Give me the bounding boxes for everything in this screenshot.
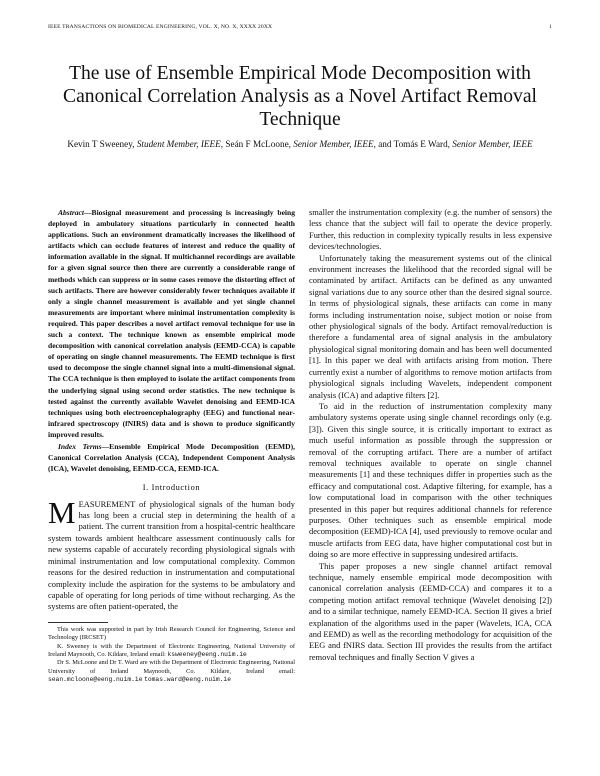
running-head [48, 24, 552, 30]
right-column [309, 207, 552, 663]
page-number: 1 [549, 24, 552, 30]
email-link[interactable]: sean.mcloone@eeng.nuim.ie [48, 676, 143, 684]
abstract-lead: Abstract [58, 208, 84, 217]
journal-header: IEEE TRANSACTIONS ON BIOMEDICAL ENGINEERING, VOL. X, NO. X, XXXX 20XX [48, 24, 273, 30]
footnotes [48, 626, 295, 685]
email-link[interactable]: ksweeney@eeng.nuim.ie [167, 650, 247, 658]
footnote-affiliation-sweeney [48, 643, 295, 660]
abstract [48, 207, 295, 440]
drop-cap: M [48, 494, 76, 530]
body-paragraph: This paper proposes a new single channel artifact removal technique, namely ensemble empirical mode decomposition with canonical correlation analysis (EEMD-CCA) and compares it to a competing motion artifact removal technique (Wavelet denoising [2]) and to a similar technique, namely EEMD-ICA. Section II gives a brief explanation of the algorithms used in the paper (Wavelets, ICA, CCA and EEMD) as well as the recording methodology for acquisition of the EEG and fNIRS data. Section III provides the results from the artifact removal techniques and finally Section V gives a [309, 560, 552, 662]
index-terms-text: —Ensemble Empirical Mode Decomposition (EEMD), Canonical Correlation Analysis (CCA), Independent Component Analysis (ICA), Wavelet denoising, EEMD-CCA, EEMD-ICA. [48, 441, 295, 474]
body-paragraph: Unfortunately taking the measurement systems out of the clinical environment increases the likelihood that the recorded signal will be contaminated by artifact. Artifacts can be defined as any unwanted signal variations due to any source other than the desired signal source. In terms of physiological signals, these artifacts can come in many forms including instrumentation noise, subject motion or noise from other physiological signals of the body. Artifact removal/reduction is therefore a fundamental area of signal analysis in the ambulatory physiological signal monitoring domain and has been well documented [1]. In this paper we deal with artifacts arising from motion. There currently exist a number of algorithms to remove motion artifacts from physiological signals including Wavelets, independent component analysis (ICA) and adaptive filters [2]. [309, 252, 552, 400]
abstract-text: —Biosignal measurement and processing is increasingly being deployed in ambulatory situations particularly in connected health applications. Such an environment dramatically increases the likelihood of artifacts which can occlude features of interest and reduce the quality of information available in the signal. If multichannel recordings are available for a given signal source then there are currently a considerable range of methods which can suppress or in some cases remove the distorting effect of such artifacts. There are however considerably fewer techniques available if only a single channel measurement is available and yet single channel measurements are important where minimal instrumentation complexity is required. This paper describes a novel artifact removal technique for use in such a context. The technique known as ensemble empirical mode decomposition with canonical correlation analysis (EEMD-CCA) is capable of operating on single channel measurements. The EEMD technique is first used to decompose the single channel signal into a multi-dimensional signal. The CCA technique is then employed to isolate the artifact components from the underlying signal using second order statistics. The new technique is tested against the currently available Wavelet denoising and EEMD-ICA techniques using both electroencephalography (EEG) and functional near-infrared spectroscopy (fNIRS) data and is shown to produce significantly improved results. [48, 208, 295, 439]
left-column [48, 207, 295, 685]
footnote-divider [48, 622, 108, 623]
footnote-affiliation-mcloone-ward [48, 659, 295, 684]
email-link[interactable]: tomas.ward@eeng.nuim.ie [144, 676, 231, 684]
author-role: Senior Member, IEEE, [293, 139, 376, 149]
footnote-funding: This work was supported in part by Irish Research Council for Engineering, Science and Technology (IRCSET) [48, 625, 295, 642]
author-name: Seán F McLoone, [225, 139, 291, 149]
index-terms-lead: Index Terms [58, 441, 102, 451]
section-heading: I. Introduction [142, 483, 201, 493]
author-name: Kevin T Sweeney, [67, 139, 135, 149]
intro-paragraph [48, 494, 295, 613]
paper-title: The use of Ensemble Empirical Mode Decomposition with Canonical Correlation Analysis as a Novel Artifact Removal Technique [63, 63, 537, 131]
body-paragraph: To aid in the reduction of instrumentation complexity many ambulatory systems operate using single channel recordings only (e.g. [3]). Given this single source, it is critically important to extract as much useful information as possible through the suppression or removal of the corrupting artifact. There are a number of artifact removal techniques available to operate on single channel measurements [1] and these techniques differ in properties such as the efficacy and computational cost. Adaptive filtering, for example, has a low computational load in comparison with the other techniques presented in this paper but requires additional channels for reference purposes. Other techniques such as ensemble empirical mode decomposition (EEMD)-ICA [4], used previously to remove ocular and muscle artifacts from EEG data, have higher computational cost but in doing so are more effective in suppressing undesired artifacts. [309, 400, 552, 560]
footnote-text: Dr S. McLoone and Dr T. Ward are with the Department of Electronic Engineering, National University of Ireland Maynooth, Co. Kildare, Ireland email: [48, 659, 295, 675]
author-name: and Tomás E Ward, [378, 139, 450, 149]
body-paragraph: smaller the instrumentation complexity (e.g. the number of sensors) the less chance that the subject will fail to operate the device properly. Further, this reduction in complexity typically results in less expensive devices/technologies. [309, 207, 552, 252]
intro-text: EASUREMENT of physiological signals of the human body has long been a crucial step in determining the health of a patient. The current transition from a hospital-centric healthcare system towards ambient healthcare assessment continuously calls for new systems capable of accurately recording physiological signals with minimal instrumentation and low computational complexity. Common reasons for the desired reduction in instrumentation and computational complexity include the aspiration for the systems to be ambulatory and capable of operating for long periods of time without recharging. As the systems are often patient-operated, the [48, 498, 295, 612]
author-role: Student Member, IEEE, [136, 139, 224, 149]
author-list [48, 138, 552, 152]
author-role: Senior Member, IEEE [452, 139, 533, 149]
footnote-text: K. Sweeney is with the Department of Electronic Engineering, National University of Ireland Maynooth, Co. Kildare, Ireland email: [48, 642, 295, 658]
index-terms [48, 441, 295, 474]
